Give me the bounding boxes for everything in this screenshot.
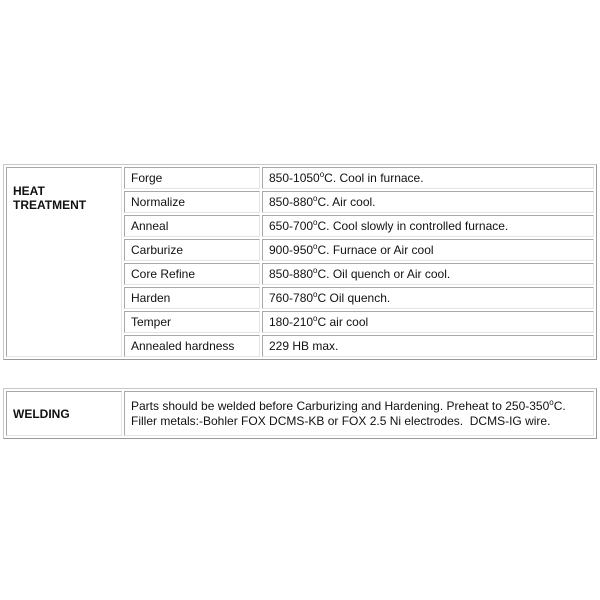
treatment-note: C air cool — [317, 315, 369, 329]
value-cell — [262, 311, 594, 333]
process-cell: Core Refine — [124, 263, 260, 285]
value-cell — [262, 239, 594, 261]
process-cell: Carburize — [124, 239, 260, 261]
treatment-note: C Oil quench. — [317, 291, 391, 305]
value-cell — [262, 335, 594, 357]
table-row — [6, 391, 594, 436]
value-cell — [262, 287, 594, 309]
welding-section-title: WELDING — [6, 391, 122, 436]
temperature-range: 650-700 — [269, 219, 314, 233]
treatment-note: C. Cool in furnace. — [324, 171, 424, 185]
process-cell: Temper — [124, 311, 260, 333]
temperature-range: 850-1050 — [269, 171, 320, 185]
welding-notes — [124, 391, 594, 436]
welding-note-line2: Filler metals:-Bohler FOX DCMS-KB or FOX 2.5 Ni electrodes. DCMS-IG wire. — [131, 413, 551, 428]
section-title-line1: HEAT — [13, 184, 45, 198]
degree-symbol: o — [313, 218, 318, 227]
value-cell — [262, 191, 594, 213]
value-cell — [262, 215, 594, 237]
welding-note-line1-suffix: C. — [553, 398, 566, 413]
temperature-range: 850-880 — [269, 195, 314, 209]
process-cell: Normalize — [124, 191, 260, 213]
treatment-note: C. Cool slowly in controlled furnace. — [317, 219, 509, 233]
degree-symbol: o — [313, 314, 318, 323]
table-row — [6, 167, 594, 189]
process-cell: Forge — [124, 167, 260, 189]
treatment-note: C. Air cool. — [317, 195, 376, 209]
degree-symbol: o — [319, 170, 325, 179]
degree-symbol: o — [313, 266, 318, 275]
value-cell — [262, 167, 594, 189]
welding-note-line1: Parts should be welded before Carburizing and Hardening. Preheat to 250-350 — [131, 398, 550, 413]
degree-symbol: o — [313, 290, 318, 299]
process-cell: Harden — [124, 287, 260, 309]
treatment-note: C. Furnace or Air cool — [317, 243, 434, 257]
temperature-range: 850-880 — [269, 267, 314, 281]
degree-symbol: o — [313, 194, 318, 203]
value-cell — [262, 263, 594, 285]
heat-treatment-section-title — [6, 167, 122, 357]
degree-symbol: o — [549, 397, 554, 407]
hardness-value: 229 HB max. — [269, 339, 339, 353]
temperature-range: 900-950 — [269, 243, 314, 257]
section-title-line2: TREATMENT — [13, 198, 87, 212]
temperature-range: 180-210 — [269, 315, 314, 329]
temperature-range: 760-780 — [269, 291, 314, 305]
treatment-note: C. Oil quench or Air cool. — [317, 267, 451, 281]
process-cell: Anneal — [124, 215, 260, 237]
degree-symbol: o — [313, 242, 318, 251]
heat-treatment-table — [3, 164, 597, 360]
welding-table — [3, 388, 597, 439]
process-cell: Annealed hardness — [124, 335, 260, 357]
